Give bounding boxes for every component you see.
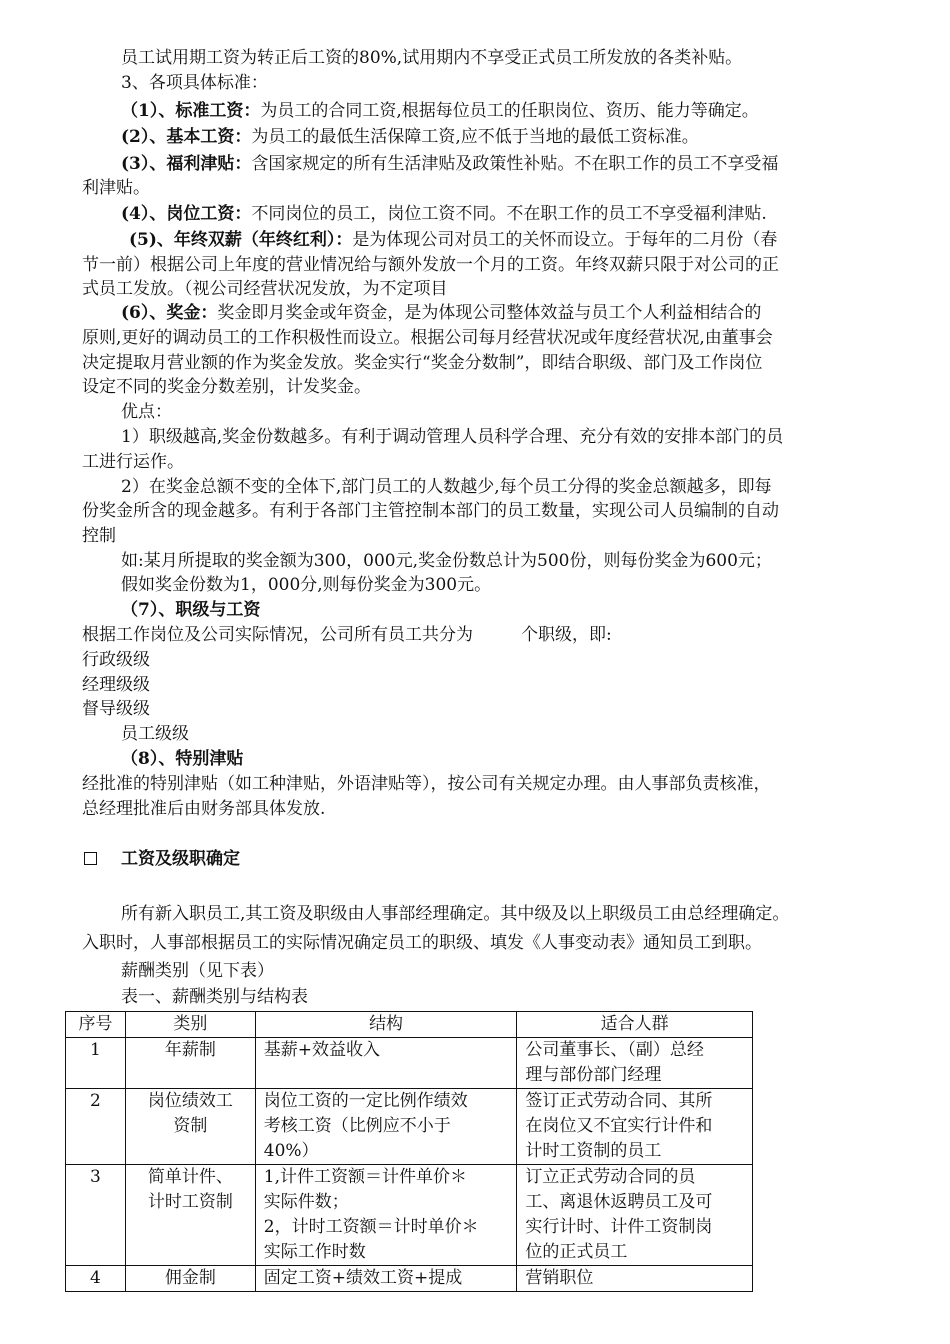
basic-wage-line [121, 126, 699, 148]
header-index: 序号 [66, 1012, 126, 1038]
header-structure: 结构 [255, 1012, 517, 1038]
row-applicable-group [517, 1089, 753, 1165]
header-category: 类别 [125, 1012, 255, 1038]
row-structure [255, 1165, 517, 1266]
bonus-cont-3: 设定不同的奖金分数差别，计发奖金。 [82, 377, 371, 397]
row-category [125, 1266, 255, 1292]
welfare-allowance-label: (3）、福利津贴： [121, 154, 252, 174]
new-hire-line-1: 所有新入职员工,其工资及职级由人事部经理确定。其中级及以上职级员工由总经理确定。 [121, 904, 790, 924]
bonus-text: 奖金即月奖金或年资金，是为体现公司整体效益与员工个人利益相结合的 [217, 303, 762, 323]
grade-staff: 员工级级 [121, 724, 189, 744]
row-index: 3 [66, 1165, 126, 1266]
special-allowance-line-1: 经批准的特别津贴（如工种津贴，外语津贴等），按公司有关规定办理。由人事部负责核准， [82, 774, 771, 794]
row-category [125, 1038, 255, 1089]
cell-line: 固定工资+绩效工资+提成 [263, 1268, 463, 1288]
probation-pay-line: 员工试用期工资为转正后工资的80%,试用期内不享受正式员工所发放的各类补贴。 [121, 48, 743, 68]
grade-manager: 经理级级 [82, 675, 150, 695]
advantage-1-line: 1）职级越高,奖金份数越多。有利于调动管理人员科学合理、充分有效的安排本部门的员 [121, 427, 784, 447]
cell-line: 实际工作时数 [263, 1242, 366, 1262]
row-applicable-group [517, 1165, 753, 1266]
cell-line: 岗位绩效工 [147, 1091, 233, 1111]
special-allowance-line-2: 总经理批准后由财务部具体发放. [82, 799, 326, 819]
checkbox-square-icon [84, 852, 97, 865]
grade-count-line [82, 624, 612, 646]
advantages-label: 优点： [121, 402, 172, 422]
salary-structure-table [65, 1011, 753, 1292]
row-structure [255, 1266, 517, 1292]
cell-line: 签订正式劳动合同、其所 [525, 1091, 713, 1111]
post-wage-label: (4）、岗位工资： [121, 204, 252, 224]
table-row [66, 1038, 753, 1089]
cell-line: 佣金制 [164, 1268, 216, 1288]
standards-heading: 3、各项具体标准： [121, 73, 268, 93]
grade-count-text-a: 根据工作岗位及公司实际情况，公司所有员工共分为 [82, 625, 473, 645]
cell-line: 订立正式劳动合同的员 [525, 1167, 696, 1187]
welfare-allowance-cont: 利津贴。 [82, 178, 150, 198]
cell-line: 实行计时、计件工资制岗 [525, 1217, 713, 1237]
example-line-2: 假如奖金份数为1，000分,则每份奖金为300元。 [121, 575, 492, 595]
cell-line: 岗位工资的一定比例作绩效 [263, 1091, 468, 1111]
standard-wage-line [121, 100, 759, 122]
standard-wage-label: （1）、标准工资： [121, 101, 261, 121]
row-structure [255, 1038, 517, 1089]
advantage-2-cont-2: 控制 [82, 526, 116, 546]
special-allowance-heading: （8）、特别津贴 [121, 749, 244, 769]
example-line-1: 如:某月所提取的奖金额为300，000元,奖金份数总计为500份，则每份奖金为600元； [121, 551, 772, 571]
salary-types-line: 薪酬类别（见下表） [121, 961, 274, 981]
grade-admin: 行政级级 [82, 650, 150, 670]
standard-wage-text: 为员工的合同工资,根据每位员工的任职岗位、资历、能力等确定。 [260, 101, 759, 121]
cell-line: 营销职位 [525, 1268, 594, 1288]
year-end-bonus-line [129, 229, 777, 251]
row-index: 4 [66, 1266, 126, 1292]
grade-count-text-b: 个职级，即: [521, 625, 612, 645]
post-wage-line [121, 203, 767, 225]
bonus-cont-2: 决定提取月营业额的作为奖金发放。奖金实行“奖金分数制”，即结合职级、部门及工作岗位 [82, 353, 763, 373]
cell-line: 公司董事长、（副）总经 [525, 1040, 704, 1060]
bonus-line [121, 302, 761, 324]
bonus-label: (6）、奖金： [121, 303, 218, 323]
advantage-1-cont: 工进行运作。 [82, 452, 184, 472]
grade-supervisor: 督导级级 [82, 699, 150, 719]
cell-line: 基薪+效益收入 [263, 1040, 381, 1060]
table-caption: 表一、薪酬类别与结构表 [121, 987, 308, 1007]
cell-line: 考核工资（比例应不小于 [263, 1116, 451, 1136]
year-end-bonus-cont-2: 式员工发放。（视公司经营状况发放，为不定项目 [82, 279, 448, 299]
cell-line: 实际件数； [263, 1192, 349, 1212]
header-applicable-group: 适合人群 [517, 1012, 753, 1038]
row-applicable-group [517, 1266, 753, 1292]
table-row [66, 1165, 753, 1266]
new-hire-line-2: 入职时，人事部根据员工的实际情况确定员工的职级、填发《人事变动表》通知员工到职。 [82, 933, 762, 953]
post-wage-text: 不同岗位的员工，岗位工资不同。不在职工作的员工不享受福利津贴. [251, 204, 767, 224]
row-category [125, 1089, 255, 1165]
year-end-bonus-cont-1: 节一前）根据公司上年度的营业情况给与额外发放一个月的工资。年终双薪只限于对公司的正 [82, 255, 779, 275]
cell-line: 理与部份部门经理 [525, 1065, 662, 1085]
table-header-row [66, 1012, 753, 1038]
cell-line: 在岗位又不宜实行计件和 [525, 1116, 713, 1136]
cell-line: 年薪制 [164, 1040, 216, 1060]
advantage-2-line: 2）在奖金总额不变的全体下,部门员工的人数越少,每个员工分得的奖金总额越多，即每 [121, 477, 772, 497]
cell-line: 工、离退休返聘员工及可 [525, 1192, 713, 1212]
cell-line: 计时工资制的员工 [525, 1141, 662, 1161]
bonus-cont-1: 原则,更好的调动员工的工作积极性而设立。根据公司每月经营状况或年度经营状况,由董事会 [82, 328, 773, 348]
year-end-bonus-text: 是为体现公司对员工的关怀而设立。于每年的二月份（春 [352, 230, 778, 250]
table-row [66, 1089, 753, 1165]
advantage-2-cont-1: 份奖金所含的现金越多。有利于各部门主管控制本部门的员工数量，实现公司人员编制的自动 [82, 501, 779, 521]
section-heading-text: 工资及级职确定 [121, 849, 240, 869]
row-index: 1 [66, 1038, 126, 1089]
table-row [66, 1266, 753, 1292]
cell-line: 资制 [173, 1116, 208, 1136]
basic-wage-label: (2）、基本工资： [121, 127, 252, 147]
row-category [125, 1165, 255, 1266]
row-applicable-group [517, 1038, 753, 1089]
basic-wage-text: 为员工的最低生活保障工资,应不低于当地的最低工资标准。 [251, 127, 699, 147]
cell-line: 位的正式员工 [525, 1242, 628, 1262]
cell-line: 简单计件、 [147, 1167, 233, 1187]
section-heading [84, 848, 240, 870]
cell-line: 计时工资制 [147, 1192, 233, 1212]
row-index: 2 [66, 1089, 126, 1165]
cell-line: 1,计件工资额＝计件单价＊ [263, 1167, 467, 1187]
row-structure [255, 1089, 517, 1165]
cell-line: 2，计时工资额＝计时单价＊ [263, 1217, 479, 1237]
grade-and-wage-heading: （7）、职级与工资 [121, 600, 261, 620]
year-end-bonus-label: (5)、年终双薪（年终红利）： [129, 230, 353, 250]
cell-line: 40%） [263, 1141, 319, 1161]
welfare-allowance-line [121, 153, 778, 175]
welfare-allowance-text: 含国家规定的所有生活津贴及政策性补贴。不在职工作的员工不享受福 [251, 154, 779, 174]
